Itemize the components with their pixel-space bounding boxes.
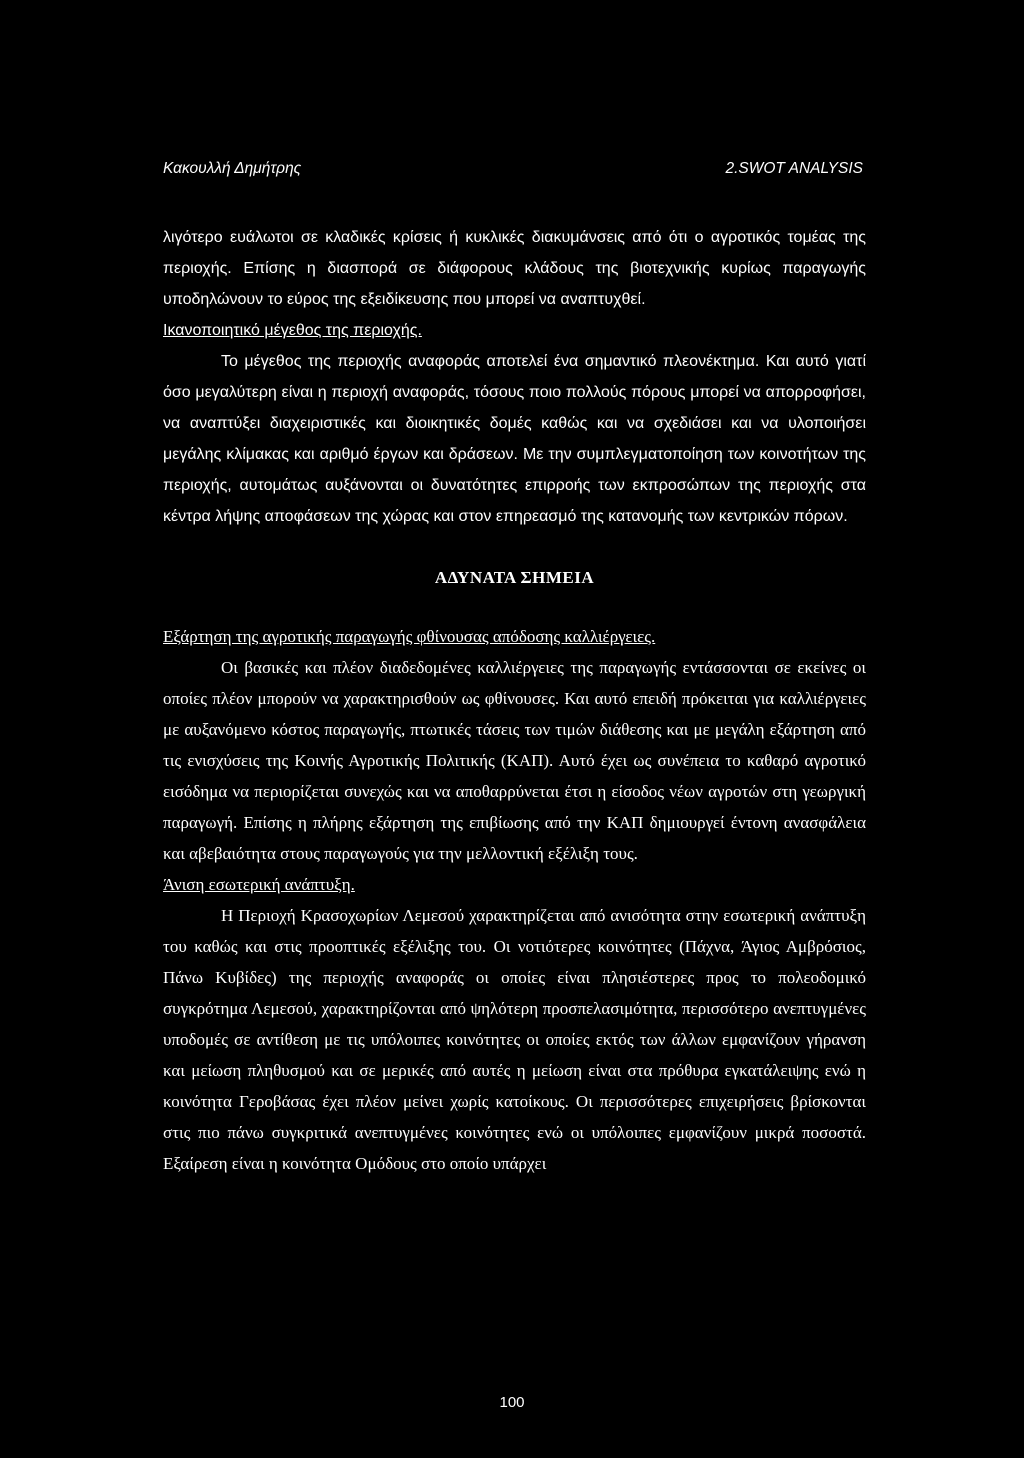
paragraph-agricultural-dependence: Οι βασικές και πλέον διαδεδομένες καλλιέργειες της παραγωγής εντάσσονται σε εκείνες οι οποίες πλέον μπορούν να χαρακτηρισθούν ως φθίνουσες. Και αυτό επειδή πρόκειται για καλλιέργειες με αυξανόμενο κόστος παραγωγής, πτωτικές τάσεις των τιμών διάθεσης και με μεγάλη εξάρτηση από τις ενισχύσεις της Κοινής Αγροτικής Πολιτικής (ΚΑΠ). Αυτό έχει ως συνέπεια το καθαρό αγροτικό εισόδημα να περιορίζεται συνεχώς και να αποθαρρύνεται έτσι η είσοδος νέων αγροτών στη γεωργική παραγωγή. Επίσης η πλήρης εξάρτηση της επιβίωσης από την ΚΑΠ δημιουργεί έντονη ανασφάλεια και αβεβαιότητα στους παραγωγούς για την μελλοντική εξέλιξη τους.	[163, 658, 866, 863]
section-title-weaknesses: ΑΔΥΝΑΤΑ ΣΗΜΕΙΑ	[434, 568, 595, 587]
page-number: 100	[499, 1394, 525, 1411]
header-chapter: 2.SWOT ANALYSIS	[725, 160, 863, 177]
paragraph-uneven-development: Η Περιοχή Κρασοχωρίων Λεμεσού χαρακτηρίζεται από ανισότητα στην εσωτερική ανάπτυξη του καθώς και στις προοπτικές εξέλιξης του. Οι νοτιότερες κοινότητες (Πάχνα, Άγιος Αμβρόσιος, Πάνω Κυβίδες) της περιοχής αναφοράς οι οποίες είναι πλησιέστερες προς το πολεοδομικό συγκρότημα Λεμεσού, χαρακτηρίζονται από ψηλότερη προσπελασιμότητα, περισσότερο ανεπτυγμένες υποδομές σε αντίθεση με τις υπόλοιπες κοινότητες οι οποίες εκτός των άλλων εμφανίζουν γήρανση και μείωση πληθυσμού και σε μερικές από αυτές η μείωση είναι στα πρόθυρα εγκατάλειψης ενώ η κοινότητα Γεροβάσας έχει πλέον μείνει χωρίς κατοίκους. Οι περισσότερες επιχειρήσεις βρίσκονται στις πιο πάνω συγκριτικά ανεπτυγμένες κοινότητες ενώ οι υπόλοιπες εμφανίζουν μικρά ποσοστά. Εξαίρεση είναι η κοινότητα Ομόδους στο οποίο υπάρχει	[163, 906, 866, 1173]
document-body	[163, 222, 866, 1179]
paragraph-continuation: λιγότερο ευάλωτοι σε κλαδικές κρίσεις ή κυκλικές διακυμάνσεις από ότι ο αγροτικός τομέας της περιοχής. Επίσης η διασπορά σε διάφορους κλάδους της βιοτεχνικής κυρίως παραγωγής υποδηλώνουν το εύρος της εξειδίκευσης που μπορεί να αναπτυχθεί.	[163, 229, 866, 308]
subheading-agricultural-dependence: Εξάρτηση της αγροτικής παραγωγής φθίνουσας απόδοσης καλλιέργειες.	[163, 627, 656, 646]
subheading-area-size: Ικανοποιητικό μέγεθος της περιοχής.	[163, 322, 422, 339]
paragraph-area-size: Το μέγεθος της περιοχής αναφοράς αποτελεί ένα σημαντικό πλεονέκτημα. Και αυτό γιατί όσο μεγαλύτερη είναι η περιοχή αναφοράς, τόσους ποιο πολλούς πόρους μπορεί να απορροφήσει, να αναπτύξει διαχειριστικές και διοικητικές δομές καθώς και να σχεδιάσει και να υλοποιήσει μεγάλης κλίμακας και αριθμό έργων και δράσεων. Με την συμπλεγματοποίηση των κοινοτήτων της περιοχής, αυτομάτως αυξάνονται οι δυνατότητες επιρροής των εκπροσώπων της περιοχής στα κέντρα λήψης αποφάσεων της χώρας και στον επηρεασμό της κατανομής των κεντρικών πόρων.	[163, 353, 866, 525]
page-header	[163, 160, 863, 190]
subheading-uneven-development: Άνιση εσωτερική ανάπτυξη.	[163, 875, 355, 894]
header-author: Κακουλλή Δημήτρης	[163, 160, 302, 177]
